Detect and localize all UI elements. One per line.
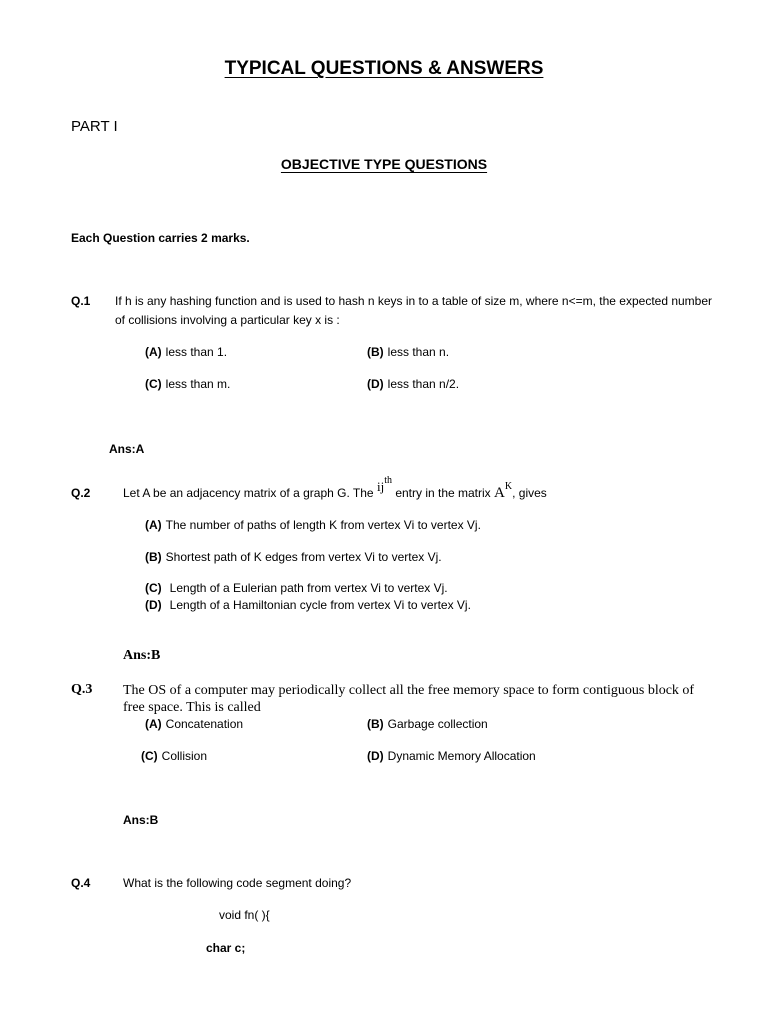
document-title [0, 58, 768, 80]
answer: Ans:A [109, 442, 145, 456]
option-label: (B) [145, 550, 162, 564]
option-c [145, 377, 230, 391]
question-text-part: Let A be an adjacency matrix of a graph G. The [123, 486, 374, 500]
option-label: (C) [141, 749, 158, 763]
option-label: (B) [367, 345, 384, 359]
question-number: Q.1 [71, 294, 91, 308]
question-text: What is the following code segment doing? [123, 876, 352, 890]
option-text: Collision [161, 749, 208, 763]
option-label: (C) [145, 581, 162, 595]
option-c [145, 581, 448, 595]
section-title [0, 156, 768, 172]
question-text: If h is any hashing function and is used to hash n keys in to a table of size m, where n<=m, the expected number of collisions involving a particular key x is : [115, 294, 713, 327]
option-text: less than m. [165, 377, 231, 391]
option-text: less than n. [387, 345, 450, 359]
math-a-power-k [494, 481, 513, 501]
part-heading: PART I [71, 118, 118, 135]
option-label: (C) [145, 377, 162, 391]
option-a [145, 518, 481, 532]
option-a [145, 345, 227, 359]
question-text [123, 475, 547, 510]
option-text: Shortest path of K edges from vertex Vi to vertex Vj. [165, 550, 442, 564]
code-line: char c; [206, 941, 246, 955]
math-a-superscript: K [504, 481, 513, 492]
question-number: Q.3 [71, 682, 93, 697]
option-label: (B) [367, 717, 384, 731]
question-number: Q.2 [71, 486, 91, 500]
option-c [141, 749, 207, 763]
code-line: void fn( ){ [219, 908, 270, 922]
question-text: The OS of a computer may periodically collect all the free memory space to form contiguous block of free space. This is called [123, 683, 695, 715]
math-ij [376, 475, 392, 494]
option-a [145, 717, 243, 731]
option-text: less than n/2. [387, 377, 460, 391]
option-text: Length of a Hamiltonian cycle from vertex Vi to vertex Vj. [169, 598, 471, 612]
question-text-part: entry in the matrix [395, 486, 491, 500]
option-text: less than 1. [165, 345, 228, 359]
math-ij-superscript: th [384, 475, 392, 486]
option-text: The number of paths of length K from vertex Vi to vertex Vj. [165, 518, 481, 532]
option-d [367, 377, 459, 391]
question-text-part: , gives [512, 486, 547, 500]
option-d [367, 749, 536, 763]
option-b [145, 550, 442, 564]
option-text: Concatenation [165, 717, 244, 731]
answer: Ans:B [123, 648, 161, 663]
option-text: Dynamic Memory Allocation [387, 749, 536, 763]
answer: Ans:B [123, 813, 159, 827]
question-number: Q.4 [71, 876, 91, 890]
option-text: Length of a Eulerian path from vertex Vi to vertex Vj. [169, 581, 448, 595]
document-title-text: TYPICAL QUESTIONS & ANSWERS [224, 58, 544, 79]
option-label: (A) [145, 518, 162, 532]
math-ij-base: ij [376, 479, 385, 494]
option-b [367, 345, 449, 359]
option-d [145, 598, 471, 612]
option-label: (A) [145, 345, 162, 359]
section-title-text: OBJECTIVE TYPE QUESTIONS [280, 156, 488, 172]
option-label: (D) [145, 598, 162, 612]
marks-note: Each Question carries 2 marks. [71, 231, 250, 245]
option-label: (A) [145, 717, 162, 731]
option-b [367, 717, 488, 731]
option-label: (D) [367, 377, 384, 391]
option-text: Garbage collection [387, 717, 488, 731]
math-a-base: A [494, 485, 505, 501]
option-label: (D) [367, 749, 384, 763]
